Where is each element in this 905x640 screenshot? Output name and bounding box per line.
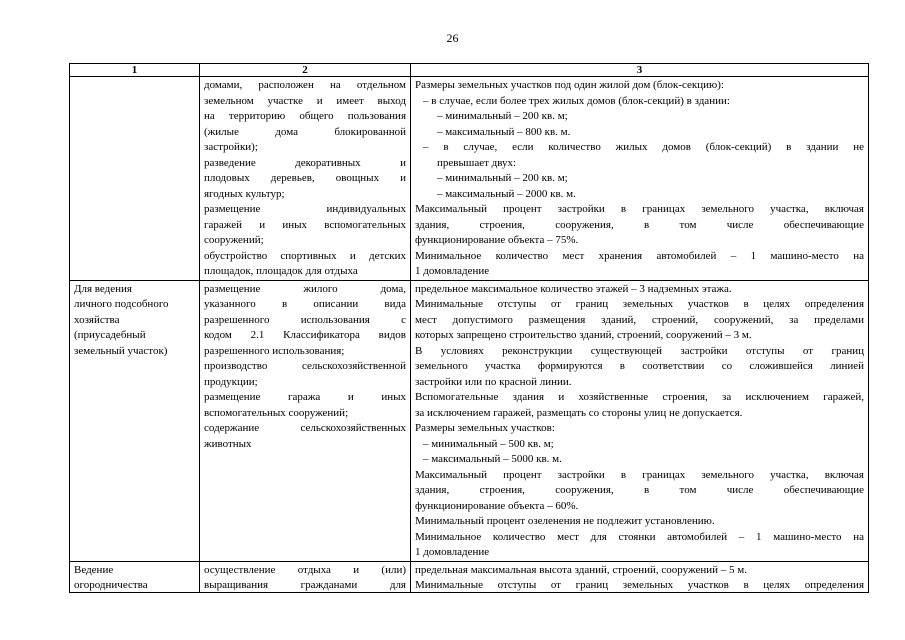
table-row xyxy=(70,280,869,561)
table-row xyxy=(70,77,869,281)
bullet-line: – максимальный – 5000 кв. м. xyxy=(423,453,562,465)
text-line: земельном участке и имеет выход xyxy=(204,94,406,107)
text-line: на территорию общего пользования xyxy=(204,110,406,122)
text-line: 1 домовладение xyxy=(415,265,490,277)
sub-bullet-line: – минимальный – 200 кв. м; xyxy=(437,172,568,184)
text-line: мест допустимого размещения зданий, строений, сооружений, за пределами xyxy=(415,313,864,326)
table-row xyxy=(70,561,869,592)
text-line: здания, строения, сооружения, в том числе обеспечивающие xyxy=(415,484,864,496)
text-line: размещение индивидуальных xyxy=(204,203,406,215)
column-header-3: 3 xyxy=(411,64,869,77)
text-line: разрешенного использования с xyxy=(204,313,406,326)
text-line: земельный участок) xyxy=(74,344,168,357)
text-line: Размеры земельных участков под один жилой дом (блок-секцию): xyxy=(415,79,724,91)
column-header-2: 2 xyxy=(200,64,411,77)
text-line: выращивания гражданами для xyxy=(204,579,406,591)
text-line: гаражей и иных вспомогательных xyxy=(204,218,406,231)
land-use-cell xyxy=(70,561,200,592)
text-line: Максимальный процент застройки в границах земельного участка, включая xyxy=(415,468,864,481)
text-line: (приусадебный xyxy=(74,329,146,341)
parameters-cell xyxy=(411,77,869,281)
text-line: В условиях реконструкции существующей застройки отступы от границ xyxy=(415,344,864,357)
text-line: личного подсобного xyxy=(74,298,169,310)
text-line: предельное максимальное количество этажей – 3 надземных этажа. xyxy=(415,282,732,295)
text-line: разведение декоративных и xyxy=(204,156,406,169)
text-line: содержание сельскохозяйственных xyxy=(204,422,406,434)
text-line: земельного участка формируются в соответствии со сложившейся линией xyxy=(415,360,864,372)
text-line: производство сельскохозяйственной xyxy=(204,360,406,372)
text-line: здания, строения, сооружения, в том числе обеспечивающие xyxy=(415,218,864,231)
text-line: функционирование объекта – 75%. xyxy=(415,234,579,246)
text-line: сооружений; xyxy=(204,234,264,246)
text-line: Минимальное количество мест хранения автомобилей – 1 машино-место на xyxy=(415,249,864,262)
text-line: продукции; xyxy=(204,375,258,388)
text-line: осуществление отдыха и (или) xyxy=(204,563,406,576)
text-line: животных xyxy=(204,437,252,450)
text-line: кодом 2.1 Классификатора видов xyxy=(204,329,406,341)
text-line: Вспомогательные здания и хозяйственные строения, за исключением гаражей, xyxy=(415,391,864,403)
text-line: размещение жилого дома, xyxy=(204,282,406,295)
text-line: плодовых деревьев, овощных и xyxy=(204,172,406,184)
text-line: домами, расположен на отдельном xyxy=(204,79,406,91)
text-line: Минимальный процент озеленения не подлежит установлению. xyxy=(415,515,715,527)
text-line: размещение гаража и иных xyxy=(204,391,406,403)
text-line: Размеры земельных участков: xyxy=(415,422,555,434)
permitted-uses-cell xyxy=(200,561,411,592)
text-line: Минимальные отступы от границ земельных участков в целях определения xyxy=(415,298,864,310)
permitted-uses-cell xyxy=(200,77,411,281)
text-line: Ведение xyxy=(74,563,114,576)
text-line: хозяйства xyxy=(74,313,120,326)
text-line: функционирование объекта – 60%. xyxy=(415,499,579,512)
column-header-1: 1 xyxy=(70,64,200,77)
text-line: превышает двух: xyxy=(437,156,517,169)
text-line: ягодных культур; xyxy=(204,187,285,200)
bullet-line: – в случае, если более трех жилых домов (блок-секций) в здании: xyxy=(423,94,730,107)
text-line: огородничества xyxy=(74,579,148,591)
text-line: предельная максимальная высота зданий, строений, сооружений – 5 м. xyxy=(415,563,747,576)
text-line: Минимальные отступы от границ земельных участков в целях определения xyxy=(415,579,864,591)
zoning-regulations-table xyxy=(69,63,869,593)
text-line: указанного в описании вида xyxy=(204,298,406,310)
bullet-line: – минимальный – 500 кв. м; xyxy=(423,437,554,450)
land-use-cell xyxy=(70,77,200,281)
parameters-cell xyxy=(411,561,869,592)
text-line: Для ведения xyxy=(74,282,132,295)
sub-bullet-line: – максимальный – 2000 кв. м. xyxy=(437,187,576,200)
text-line: 1 домовладение xyxy=(415,546,490,558)
text-line: которых запрещено строительство зданий, строений, сооружений – 3 м. xyxy=(415,329,752,341)
page-number: 26 xyxy=(446,31,459,45)
text-line: Минимальное количество мест для стоянки автомобилей – 1 машино-место на xyxy=(415,530,864,543)
sub-bullet-line: – максимальный – 800 кв. м. xyxy=(437,125,571,138)
permitted-uses-cell xyxy=(200,280,411,561)
text-line: за исключением гаражей, размещать со стороны улиц не допускается. xyxy=(415,406,743,419)
text-line: разрешенного использования; xyxy=(204,344,345,357)
table-header-row xyxy=(70,64,869,77)
bullet-line: – в случае, если количество жилых домов (блок-секций) в здании не xyxy=(423,141,864,153)
text-line: Максимальный процент застройки в границах земельного участка, включая xyxy=(415,203,864,215)
text-line: застройки или по красной линии. xyxy=(415,375,572,388)
text-line: (жилые дома блокированной xyxy=(204,125,406,138)
text-line: застройки); xyxy=(204,141,258,153)
sub-bullet-line: – минимальный – 200 кв. м; xyxy=(437,110,568,122)
parameters-cell xyxy=(411,280,869,561)
text-line: обустройство спортивных и детских xyxy=(204,249,406,262)
text-line: вспомогательных сооружений; xyxy=(204,406,349,419)
land-use-cell xyxy=(70,280,200,561)
text-line: площадок, площадок для отдыха xyxy=(204,265,358,277)
